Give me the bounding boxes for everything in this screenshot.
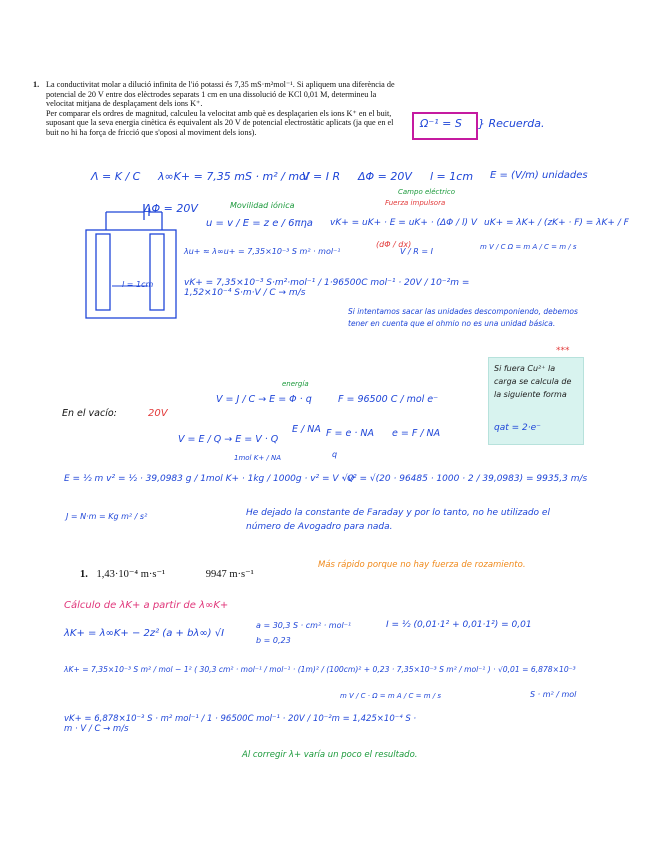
lambda-k-inf: λ∞K+ = 7,35 mS · m² / mol (158, 170, 309, 183)
units-fraction-2: m V / C · Ω = m A / C = m / s (340, 692, 441, 700)
cell-electrode-left (96, 234, 110, 310)
potential-gradient: (dΦ / dx) (376, 240, 412, 249)
kinetic-energy: E = ½ m v² = ½ · 39,0983 g / 1mol K+ · 1kg / 1000g · v² = V · Q (64, 474, 355, 484)
problem-text: La conductivitat molar a dilució infinita de l'ió potassi és 7,35 mS·m²mol⁻¹. Si apliquem una diferència de potencial de 20 V entre dos elèctrodes separats 1 cm en una dissolució de KCl 0,01 M, determineu la velocitat mitjana de desplaçament dels ions K⁺. (46, 80, 395, 109)
delta-phi: ΔΦ = 20V (358, 170, 412, 183)
answer-1: 1,43·10⁻⁴ m·s⁻¹ (96, 569, 166, 580)
velocity-formula: vK+ = uK+ · E = uK+ · (ΔΦ / l) V (330, 218, 477, 228)
cell-diagram (84, 200, 194, 320)
side-note-text: Si fuera Cu²⁺ la carga se calcula de la siguiente forma (494, 364, 572, 399)
units-note: Si intentamos sacar las unidades descomponiendo, debemos tener en cuenta que el ohmio no es una unidad básica. (348, 307, 578, 328)
recuerda-label: } Recuerda. (478, 117, 545, 130)
problem-text-2: Per comparar els ordres de magnitud, calculeu la velocitat amb què es desplaçarien els ions K⁺ en el buit, suposant que la seva energia cinètica és equivalent als 20 V de potencial electrostàtic aplicats (ja que en el buit no hi ha força de fricció que s'oposi al moviment dels ions). (46, 108, 394, 137)
vacuum-q: q (332, 450, 338, 459)
mobility-uk: uK+ = λK+ / (zK+ · F) = λK+ / F (484, 218, 629, 228)
fuerza-label: Fuerza impulsora (385, 199, 446, 207)
velocity-sqrt: √v² = √(20 · 96485 · 1000 · 2 / 39,0983) = 9935,3 m/s (342, 474, 588, 484)
constant-a: a = 30,3 S · cm² · mol⁻¹ (256, 621, 352, 630)
velocity-calculation: vK+ = 7,35×10⁻³ S·m²·mol⁻¹ / 1·96500C mol⁻¹ · 20V / 10⁻²m = 1,52×10⁻⁴ S·m·V / C → m/s (184, 278, 470, 298)
mobility-value: λu+ ≈ λ∞u+ = 7,35×10⁻³ S m² · mol⁻¹ (184, 247, 341, 256)
problem-statement (33, 80, 396, 138)
mobility-label: Movilidad iónica (230, 201, 295, 210)
correction-heading: Cálculo de λK+ a partir de λ∞K+ (64, 600, 229, 611)
onsager-equation: λK+ = λ∞K+ − 2z² (a + bλ∞) √I (64, 628, 225, 639)
problem-number: 1. (33, 80, 40, 89)
joule-units: J = N·m = Kg m² / s² (66, 512, 148, 521)
unit-fraction: m V / C Ω = m A / C = m / s (480, 243, 577, 251)
answer-number: 1. (80, 569, 88, 580)
cell-electrode-right (150, 234, 164, 310)
cell-length: l = 1cm (122, 280, 154, 289)
ohm-law: V = I R (302, 170, 341, 183)
lambda-def: Λ = K / C (91, 170, 141, 183)
recuerda-formula: Ω⁻¹ = S (420, 117, 462, 130)
faster-note: Más rápido porque no hay fuerza de rozamiento. (318, 560, 526, 570)
cell-delta-phi: ΔΦ = 20V (144, 202, 198, 215)
v-j-c: V = J / C → E = Φ · q (216, 394, 312, 405)
result-unit: S · m² / mol (530, 690, 577, 699)
length: l = 1cm (430, 170, 474, 183)
faraday-note: He dejado la constante de Faraday y por lo tanto, no he utilizado el número de Avogadro para nada. (246, 508, 550, 532)
energia-label: energía (282, 380, 309, 388)
correction-note: Al corregir λ+ varía un poco el resultado. (242, 750, 418, 760)
answer-2: 9947 m·s⁻¹ (205, 569, 254, 580)
constant-b: b = 0,23 (256, 636, 291, 645)
cell-container (86, 230, 176, 318)
side-note-formula: qat = 2·e⁻ (494, 423, 541, 433)
campo-label: Campo eléctrico (398, 188, 456, 196)
faraday: F = 96500 C / mol e⁻ (338, 394, 439, 405)
mobility-formula: u = v / E = z e / 6πηa (206, 218, 313, 229)
e-na: E / NA (292, 424, 321, 435)
vacuum-heading: En el vacío: (62, 408, 117, 419)
f-e-na: F = e · NA (326, 428, 374, 439)
vacuum-voltage: 20V (148, 408, 168, 419)
v-r-i: V / R = I (400, 247, 433, 256)
side-note-stars: *** (556, 346, 570, 356)
corrected-velocity: vK+ = 6,878×10⁻³ S · m² mol⁻¹ / 1 · 96500C mol⁻¹ · 20V / 10⁻²m = 1,425×10⁻⁴ S · m · V / C → m/s (64, 714, 417, 734)
field-units: E = (V/m) unidades (490, 170, 588, 181)
answers-row (80, 568, 254, 580)
e-f-na: e = F / NA (392, 428, 441, 439)
lambda-correction-calc: λK+ = 7,35×10⁻³ S m² / mol − 1² ( 30,3 cm² · mol⁻¹ / mol⁻¹ · (1m)² / (100cm)² + 0,23 · 7,35×10⁻³ S m² / mol⁻¹ ) · √0,01 = 6,878×10⁻³ (64, 665, 576, 674)
ionic-strength: I = ½ (0,01·1² + 0,01·1²) = 0,01 (386, 620, 532, 630)
v-e-q: V = E / Q → E = V · Q (178, 434, 279, 445)
mol-na: 1mol K+ / NA (234, 454, 282, 462)
